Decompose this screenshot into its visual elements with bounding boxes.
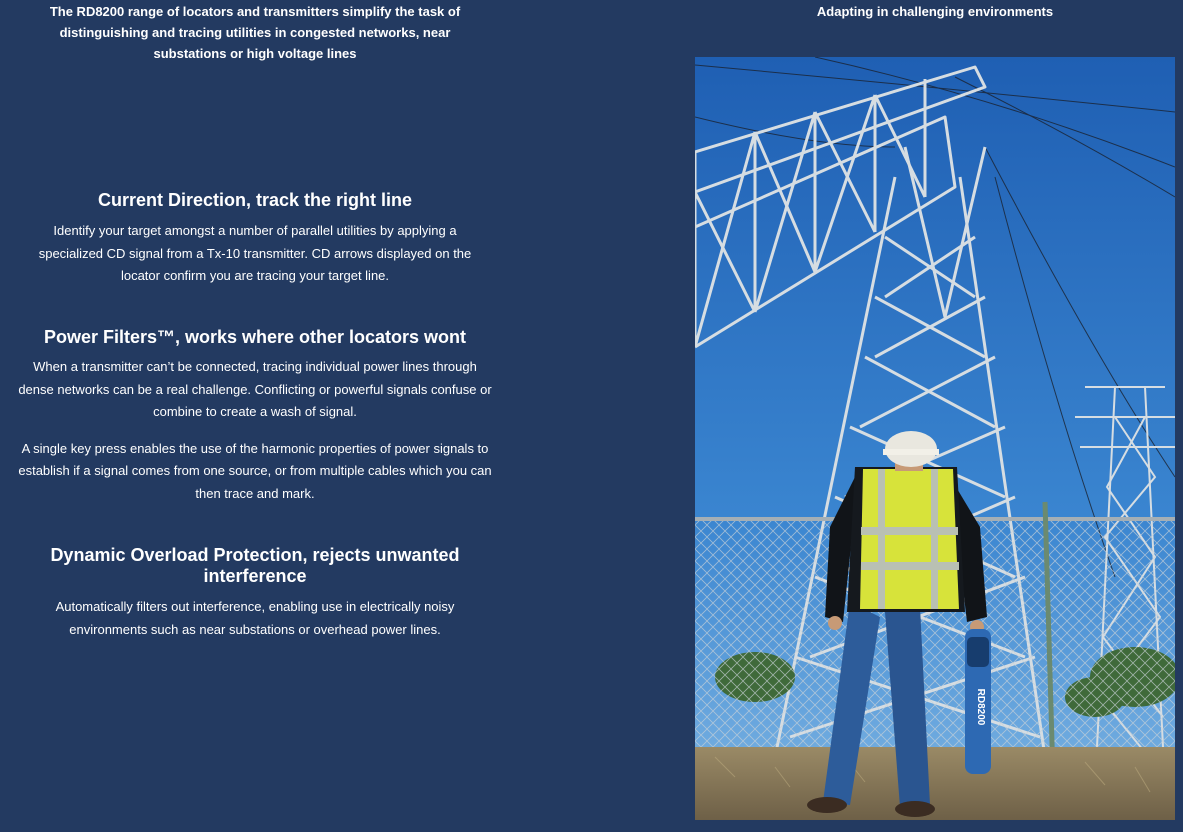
- feature-title: Power Filters™, works where other locators wont: [43, 327, 467, 347]
- locator-device: [965, 629, 991, 774]
- feature-description: Automatically filters out interference, enabling use in electrically noisy environments such as near substations or overhead power lines.: [55, 599, 455, 637]
- feature-power-filters: [0, 327, 510, 505]
- feature-photo: [695, 57, 1175, 820]
- feature-description: Identify your target amongst a number of parallel utilities by applying a specialized CD signal from a Tx-10 transmitter. CD arrows displayed on the locator confirm you are tracing your target line.: [38, 223, 472, 283]
- feature-title: Dynamic Overload Protection, rejects unwanted interference: [50, 545, 460, 586]
- feature-description: When a transmitter can’t be connected, tracing individual power lines through dense networks can be a real challenge. Conflicting or powerful signals confuse or combine to create a wash of signal.: [18, 359, 492, 419]
- intro-text: The RD8200 range of locators and transmitters simplify the task of distinguishing and tracing utilities in congested networks, near substations or high voltage lines: [49, 4, 461, 61]
- feature-current-direction: [0, 190, 510, 288]
- locator-label: RD8200: [975, 688, 986, 726]
- feature-title: Current Direction, track the right line: [97, 190, 413, 210]
- feature-description: A single key press enables the use of the harmonic properties of power signals to establish if a signal comes from one source, or from multiple cables which you can then trace and mark.: [18, 440, 492, 501]
- power-line-photo-illustration: [695, 57, 1175, 820]
- feature-overload-protection: [0, 545, 510, 641]
- photo-caption: Adapting in challenging environments: [816, 4, 1054, 19]
